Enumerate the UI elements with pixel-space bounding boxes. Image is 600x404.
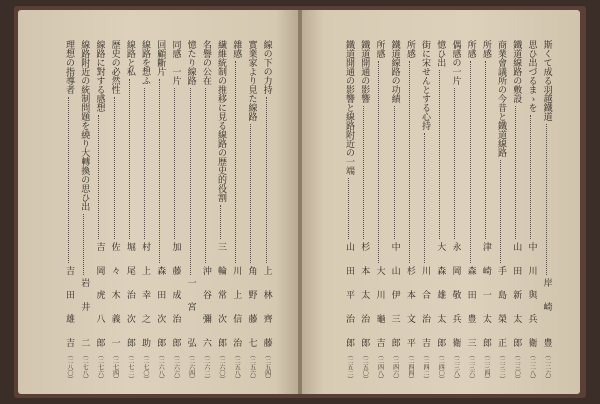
dot-leader <box>378 61 380 263</box>
right-page-entries <box>302 10 580 394</box>
toc-entry <box>403 40 416 382</box>
toc-entry <box>138 40 151 382</box>
toc-entry-page-number: （二六六） <box>172 352 180 382</box>
toc-entry <box>199 40 212 382</box>
toc-entry-title: 回顧斷片 <box>155 40 166 76</box>
toc-entry-author: 吉 岡 虎 八 郎 <box>94 242 105 350</box>
toc-entry-title: 鐵道線路の敷設 <box>511 40 522 103</box>
toc-entry-title: 名譽の公在 <box>200 40 211 85</box>
toc-entry-author: 沖 谷 彌 六 <box>200 266 211 350</box>
toc-entry <box>260 40 273 382</box>
toc-entry-page-number: （二五四） <box>263 352 271 382</box>
toc-entry-title: 思ひ出づるまゝを <box>526 40 537 112</box>
toc-entry <box>184 40 197 382</box>
dot-leader <box>363 106 365 239</box>
dot-leader <box>485 61 487 239</box>
dot-leader <box>159 79 161 263</box>
toc-entry <box>342 40 355 382</box>
toc-entry-title: 實業家より見た線路 <box>246 40 257 121</box>
toc-entry-page-number: （二三六） <box>467 352 475 382</box>
toc-entry-page-number: （二七〇） <box>142 352 150 382</box>
toc-entry-page-number: （二五二） <box>346 352 354 382</box>
toc-entry-title: 線路を想ふ <box>140 40 151 85</box>
toc-entry <box>108 40 121 382</box>
toc-entry <box>540 40 553 382</box>
toc-entry-page-number: （二二六） <box>543 352 551 382</box>
toc-entry-title: 雜感 <box>231 40 242 58</box>
toc-entry-title: 線路附近の統制問題を繞り大轉換の思ひ出 <box>79 40 90 211</box>
dot-leader <box>68 97 70 263</box>
toc-entry-page-number: （二六四） <box>187 352 195 382</box>
toc-entry-author: 大 川 龜 吉 <box>374 266 385 350</box>
toc-entry-title: 線の下の力持 <box>261 40 272 94</box>
dot-leader <box>83 214 85 275</box>
toc-entry-page-number: （二六〇） <box>218 352 226 382</box>
toc-entry <box>62 40 75 382</box>
toc-entry <box>245 40 258 382</box>
toc-entry-page-number: （二五六） <box>248 352 256 382</box>
toc-entry <box>479 40 492 382</box>
toc-entry-author: 津 崎 一 太 郎 <box>480 242 491 350</box>
toc-entry-author: 山 田 平 治 郎 <box>344 242 355 350</box>
toc-entry-page-number: （二四四） <box>406 352 414 382</box>
dot-leader <box>348 178 350 239</box>
dot-leader <box>515 106 517 239</box>
dot-leader <box>454 88 456 239</box>
left-page <box>18 10 298 394</box>
toc-entry-title: 商業會議所の今昔と鐵道線路 <box>496 40 507 157</box>
toc-entry <box>525 40 538 382</box>
toc-entry <box>358 40 371 382</box>
right-page <box>302 10 580 394</box>
dot-leader <box>500 160 502 263</box>
toc-entry-page-number: （二六二） <box>202 352 210 382</box>
toc-entry <box>388 40 401 382</box>
toc-entry-title: 理想の指導者 <box>64 40 75 94</box>
toc-entry-page-number: （二七二） <box>126 352 134 382</box>
toc-entry-title: 所感 <box>465 40 476 58</box>
toc-entry-author: 岸 崎 豊 <box>541 278 552 350</box>
toc-entry-page-number: （二四八） <box>376 352 384 382</box>
toc-entry-author: 川 合 治 吉 <box>420 266 431 350</box>
toc-entry-author: 村 上 幸 之 助 <box>140 242 151 350</box>
toc-entry-title: 憶たり線路 <box>185 40 196 85</box>
toc-entry <box>373 40 386 382</box>
dot-leader <box>174 88 176 239</box>
toc-entry <box>230 40 243 382</box>
dot-leader <box>470 61 472 263</box>
toc-entry-title: 斯くて成る羽越鐵道 <box>541 40 552 121</box>
toc-entry-author: 大 森 雄 太 郎 <box>435 242 446 350</box>
toc-entry <box>434 40 447 382</box>
toc-entry <box>123 40 136 382</box>
dot-leader <box>235 61 237 263</box>
dot-leader <box>250 124 252 263</box>
toc-entry-page-number: （二五〇） <box>361 352 369 382</box>
toc-entry-page-number: （二五八） <box>233 352 241 382</box>
toc-entry <box>449 40 462 382</box>
dot-leader <box>546 124 548 275</box>
toc-entry-author: 手 島 榮 正 <box>496 266 507 350</box>
toc-entry <box>464 40 477 382</box>
toc-entry-title: 歴史の必然性 <box>109 40 120 94</box>
dot-leader <box>439 70 441 239</box>
toc-entry-author: 佐 々 木 義 一 <box>109 242 120 350</box>
toc-entry-page-number: （二二八） <box>528 352 536 382</box>
toc-entry-title: 鐵道開通の影響と線路附近の一端 <box>344 40 355 175</box>
toc-entry-title: 所感 <box>374 40 385 58</box>
dot-leader <box>530 115 532 239</box>
toc-entry <box>494 40 507 382</box>
toc-entry-page-number: （二三〇） <box>513 352 521 382</box>
toc-entry-page-number: （二七四） <box>111 352 119 382</box>
toc-entry-page-number: （二六八） <box>157 352 165 382</box>
toc-entry-author: 三 輪 常 次 郎 <box>216 242 227 350</box>
toc-entry-author: 中 山 伊 三 郎 <box>389 242 400 350</box>
toc-entry-title: 所感 <box>480 40 491 58</box>
toc-entry <box>169 40 182 382</box>
toc-entry-page-number: （二三二） <box>498 352 506 382</box>
toc-entry <box>510 40 523 382</box>
dot-leader <box>220 205 222 239</box>
dot-leader <box>144 88 146 239</box>
toc-entry <box>78 40 91 382</box>
toc-entry-title: 偶感の一片 <box>450 40 461 85</box>
toc-entry-author: 杉 本 文 平 <box>404 266 415 350</box>
toc-entry-page-number: （二八〇） <box>66 352 74 382</box>
toc-entry-page-number: （二七八） <box>81 352 89 382</box>
dot-leader <box>424 133 426 263</box>
dot-leader <box>205 88 207 263</box>
toc-entry <box>214 40 227 382</box>
toc-entry-author: 山 田 新 太 郎 <box>511 242 522 350</box>
toc-entry <box>418 40 431 382</box>
toc-entry-author: 一 宮 弘 <box>185 278 196 350</box>
left-page-entries <box>18 10 298 394</box>
toc-entry-page-number: （二四二） <box>422 352 430 382</box>
toc-entry-page-number: （二四〇） <box>437 352 445 382</box>
dot-leader <box>190 88 192 275</box>
toc-entry-title: 線路に對する感想 <box>94 40 105 112</box>
toc-entry-author: 川 上 信 治 <box>231 266 242 350</box>
toc-entry-author: 岩 井 二 <box>79 278 90 350</box>
toc-entry-page-number: （二七六） <box>96 352 104 382</box>
toc-entry <box>93 40 106 382</box>
dot-leader <box>129 79 131 239</box>
toc-entry-author: 森 田 豊 三 <box>465 266 476 350</box>
open-book <box>14 6 586 398</box>
toc-entry-page-number: （二三八） <box>452 352 460 382</box>
toc-entry-title: 鐵道開通の影響 <box>359 40 370 103</box>
toc-entry <box>154 40 167 382</box>
dot-leader <box>98 115 100 239</box>
dot-leader <box>394 106 396 239</box>
toc-entry-page-number: （二三四） <box>482 352 490 382</box>
toc-entry-author: 中 川 與 兵 衛 <box>526 242 537 350</box>
toc-entry-page-number: （二四六） <box>391 352 399 382</box>
toc-entry-title: 鐵道線路の功績 <box>389 40 400 103</box>
toc-entry-author: 吉 田 雄 吉 <box>64 266 75 350</box>
dot-leader <box>266 97 268 263</box>
toc-entry-author: 永 岡 敬 兵 衛 <box>450 242 461 350</box>
toc-entry-title: 所感 <box>404 40 415 58</box>
toc-entry-title: 憶ひ出 <box>435 40 446 67</box>
dot-leader <box>114 97 116 239</box>
toc-entry-author: 堀 尾 治 次 郎 <box>124 242 135 350</box>
toc-entry-author: 森 田 次 郎 <box>155 266 166 350</box>
dot-leader <box>409 61 411 263</box>
toc-entry-author: 上 林 齊 藤 <box>261 266 272 350</box>
toc-entry-title: 同感 一片 <box>170 40 181 85</box>
toc-entry-title: 繊維統制の推移に見る線路の歴史的役割 <box>216 40 227 202</box>
toc-entry-author: 杉 本 太 治 郎 <box>359 242 370 350</box>
toc-entry-title: 街に宋せんとする心持 <box>420 40 431 130</box>
toc-entry-title: 線路と私 <box>124 40 135 76</box>
toc-entry-author: 加 藤 成 治 郎 <box>170 242 181 350</box>
toc-entry-author: 角 野 藤 七 <box>246 266 257 350</box>
